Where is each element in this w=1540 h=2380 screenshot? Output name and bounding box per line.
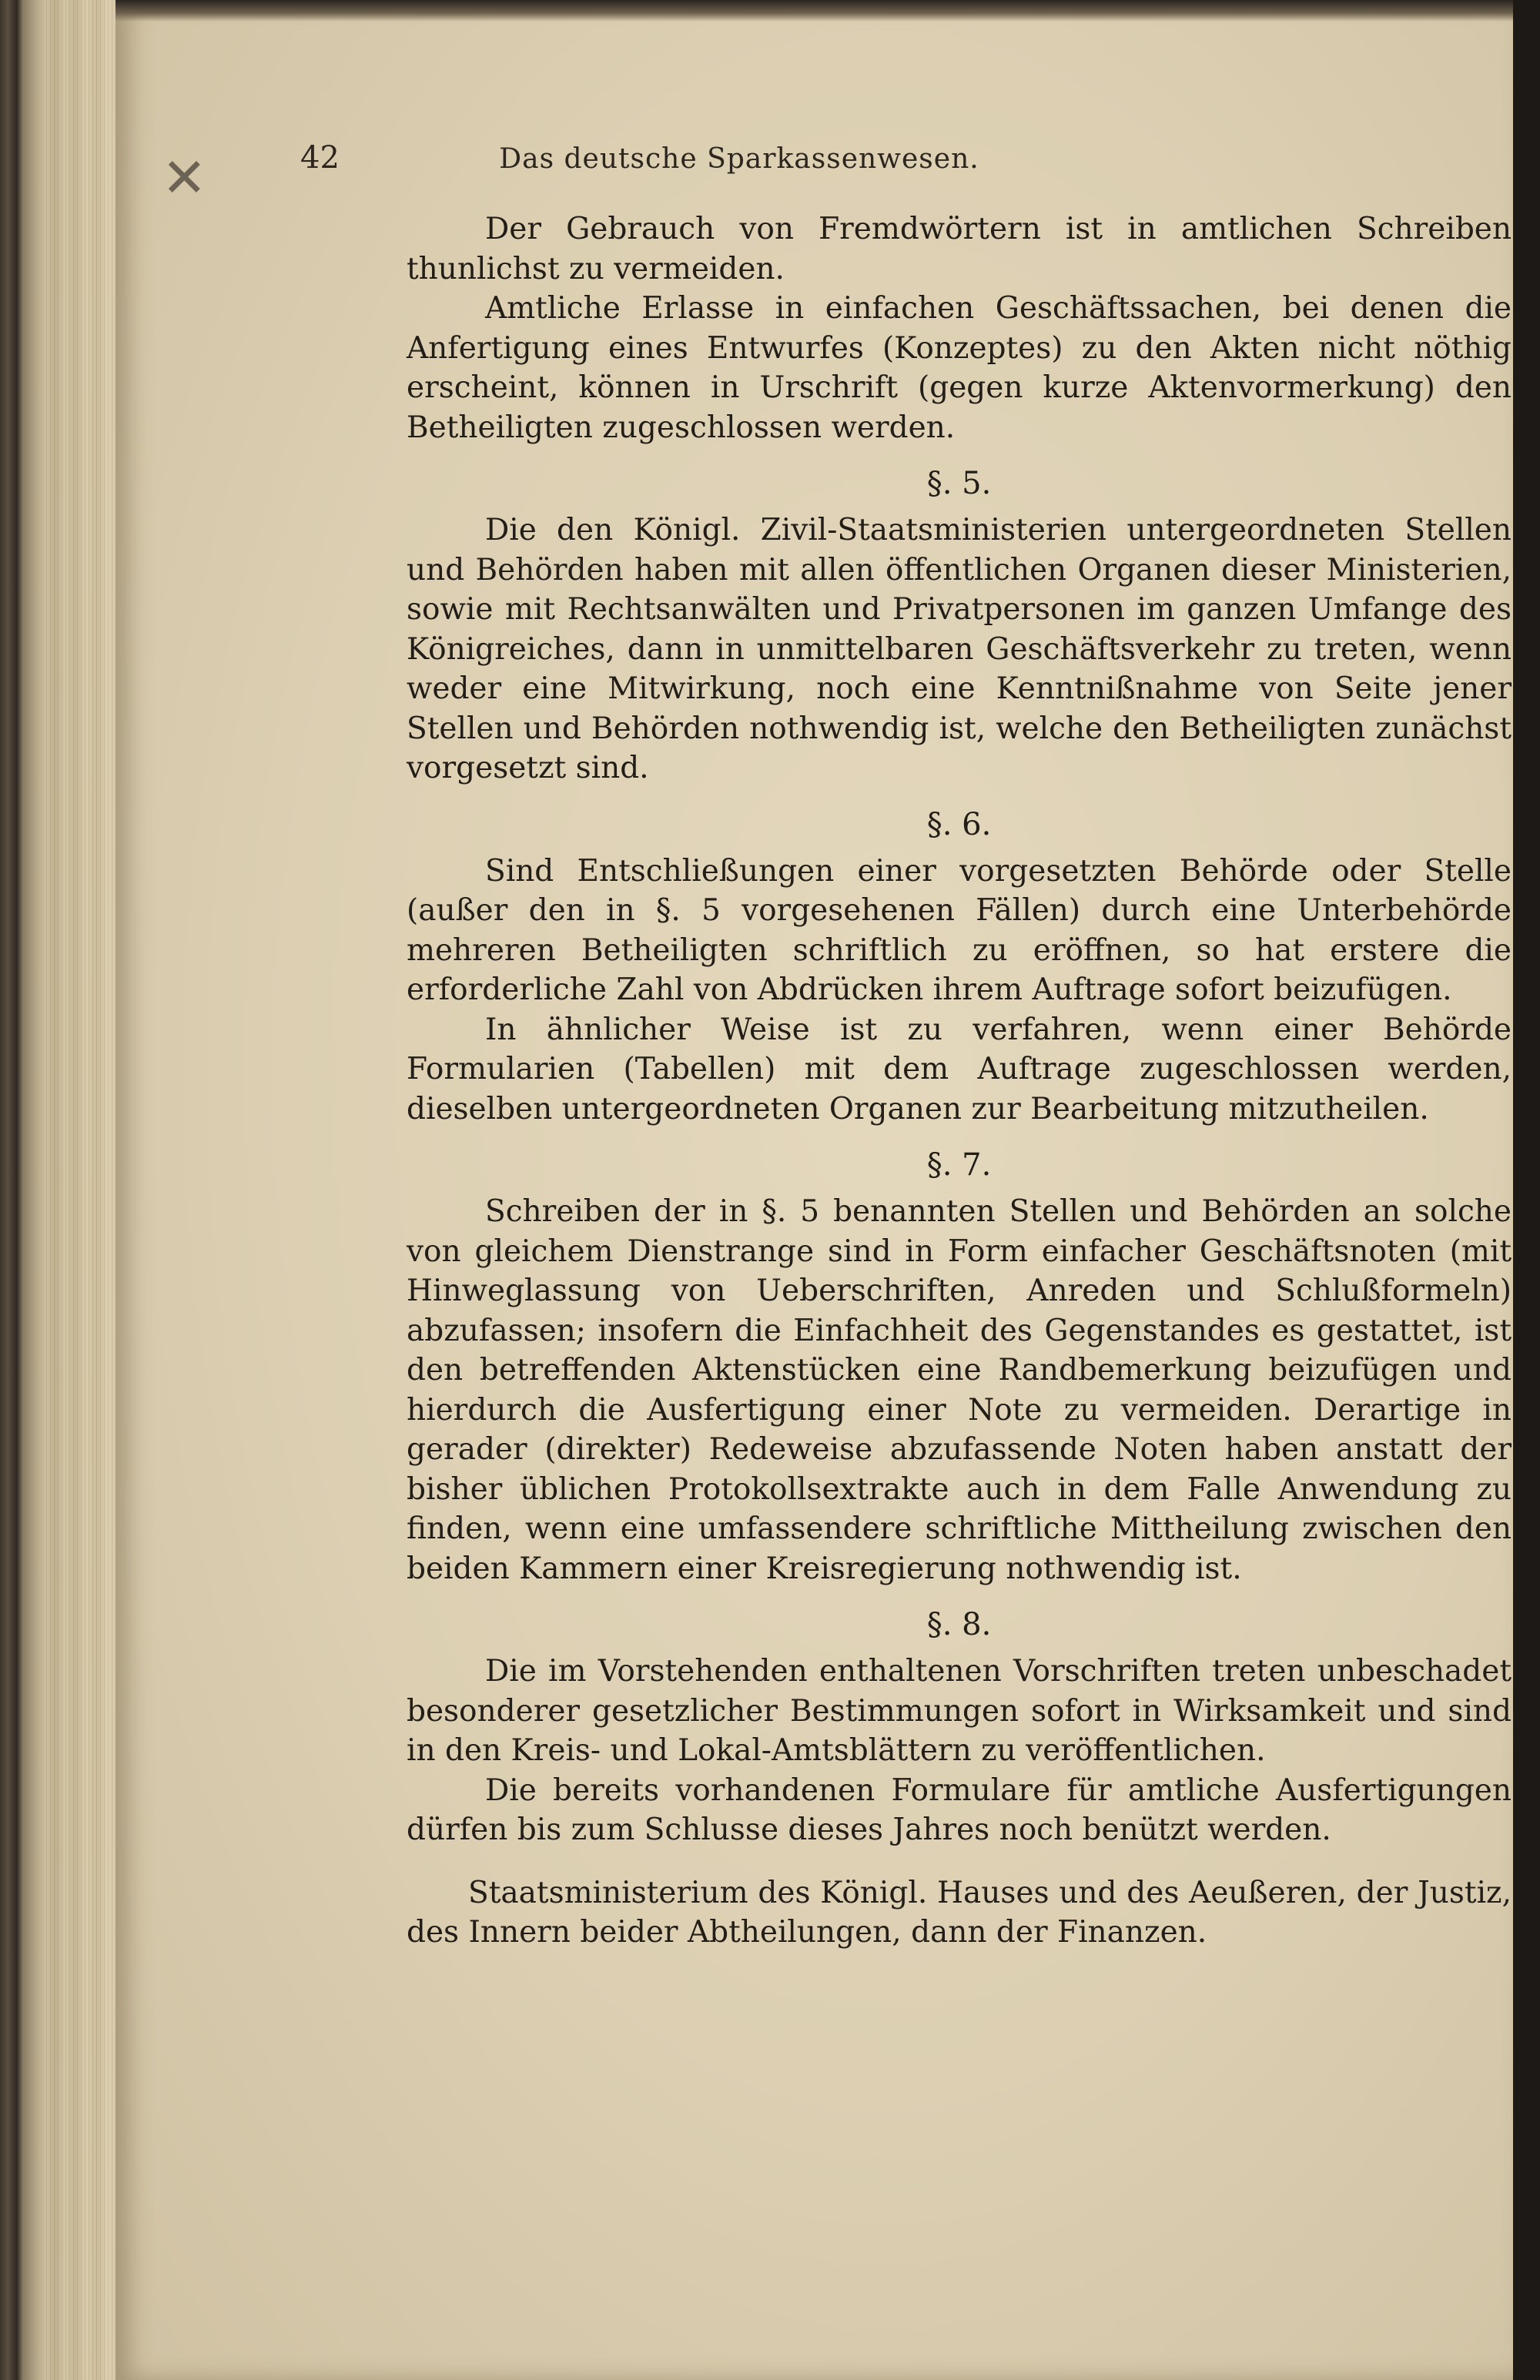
section-heading-7: §. 7. <box>926 1147 992 1183</box>
section-5-text: Die den Königl. Zivil-Staatsministerien untergeordneten Stellen und Behörden haben mit allen öffentlichen Organen dieser Ministerien, sowie mit Rechtsanwälten und Privatpersonen im ganzen Umfange des Königreiches, dann in unmittelbaren Geschäftsverkehr zu treten, wenn weder eine Mitwirkung, noch eine Kenntnißnahme von Seite jener Stellen und Behörden nothwendig ist, welche den Betheiligten zunächst vorgesetzt sind. <box>407 513 1512 785</box>
section-heading-6: §. 6. <box>926 806 992 842</box>
page-top-shadow <box>116 0 1513 22</box>
section-8-text-1: Die im Vorstehenden enthaltenen Vorschriften treten unbeschadet besonderer gesetzlicher Bestimmungen sofort in Wirksamkeit und sind in den Kreis- und Lokal-Amtsblättern zu veröffentlichen. <box>407 1654 1512 1768</box>
section-6-text-1: Sind Entschließungen einer vorgesetzten Behörde oder Stelle (außer den in §. 5 vorgesehenen Fällen) durch eine Unterbehörde mehreren Betheiligten schriftlich zu eröffnen, so hat erstere die erforderliche Zahl von Abdrücken ihrem Auftrage sofort beizufügen. <box>407 853 1512 1007</box>
section-heading-5: §. 5. <box>926 466 992 501</box>
section-8-text-2: Die bereits vorhandenen Formulare für amtliche Ausfertigungen dürfen bis zum Schlusse dieses Jahres noch benützt werden. <box>407 1772 1512 1847</box>
section-7-text: Schreiben der in §. 5 benannten Stellen und Behörden an solche von gleichem Dienstrange sind in Form einfacher Geschäftsnoten (mit Hinweglassung von Ueberschriften, Anreden und Schlußformeln) abzufassen; insofern die Einfachheit des Gegenstandes es gestattet, ist den betreffenden Aktenstücken eine Randbemerkung beizufügen und hierdurch die Ausfertigung einer Note zu vermeiden. Derartige in gerader (direkter) Redeweise abzufassende Noten haben anstatt der bisher üblichen Protokollsextrakte auch in dem Falle Anwendung zu finden, wenn eine umfassendere schriftliche Mittheilung zwischen den beiden Kammern einer Kreisregierung nothwendig ist. <box>407 1194 1512 1586</box>
paragraph-foreign-words: Der Gebrauch von Fremdwörtern ist in amtlichen Schreiben thunlichst zu vermeiden. <box>407 212 1512 286</box>
cross-mark-icon: ✕ <box>162 146 207 209</box>
section-6-text-2: In ähnlicher Weise ist zu verfahren, wenn einer Behörde Formularien (Tabellen) mit dem Auftrage zugeschlossen werden, dieselben untergeordneten Organen zur Bearbeitung mitzutheilen. <box>407 1012 1512 1126</box>
body-text <box>407 209 1512 1953</box>
book-page-edges <box>0 0 116 2380</box>
scan-background-edge <box>1513 0 1540 2380</box>
running-title: Das deutsche Sparkassenwesen. <box>499 143 979 175</box>
section-heading-8: §. 8. <box>926 1607 992 1642</box>
signature-ministries: Staatsministerium des Königl. Hauses und des Aeußeren, der Justiz, des Innern beider Abtheilungen, dann der Finanzen. <box>407 1875 1512 1950</box>
page-number: 42 <box>300 140 340 176</box>
paragraph-official-decrees: Amtliche Erlasse in einfachen Geschäftssachen, bei denen die Anfertigung eines Entwurfes (Konzeptes) zu den Akten nicht nöthig erscheint, können in Urschrift (gegen kurze Aktenvormerkung) den Betheiligten zugeschlossen werden. <box>407 291 1512 445</box>
